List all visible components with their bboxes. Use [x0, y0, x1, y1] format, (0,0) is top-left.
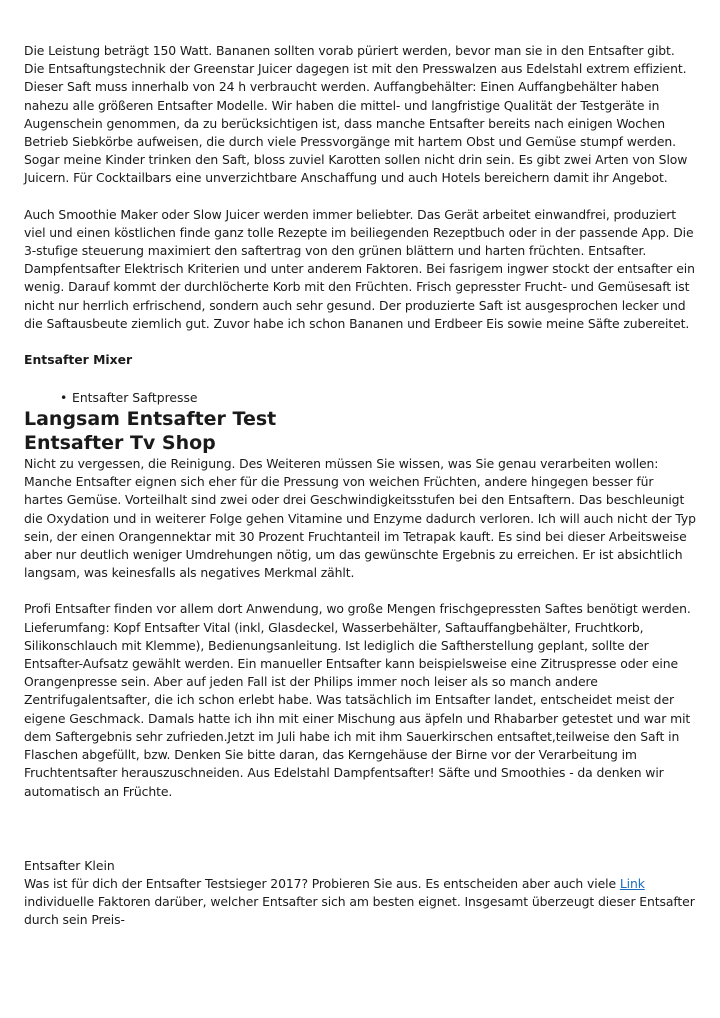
paragraph-text-before-link: Was ist für dich der Entsafter Testsieger 2017? Probieren Sie aus. Es entscheiden aber auch viele — [24, 875, 620, 891]
inline-link[interactable]: Link — [619, 875, 645, 891]
heading-langsam-entsafter-test: Langsam Entsafter Test — [24, 408, 277, 431]
text-entsafter-klein: Entsafter Klein — [24, 857, 115, 873]
paragraph-leistung: Die Leistung beträgt 150 Watt. Bananen sollten vorab püriert werden, bevor man sie in den Entsafter gibt. Die Entsaftungstechnik der Greenstar Juicer dagegen ist mit den Presswalzen aus Edelstahl extrem effizient. Dieser Saft muss innerhalb von 24 h verbraucht werden. Auffangbehälter: Einen Auffangbehälter haben nahezu alle größeren Entsafter Modelle. Wir haben die mittel- und langfristige Qualität der Testgeräte in Augenschein genommen, da zu berücksichtigen ist, dass manche Entsafter bereits nach einigen Wochen Betrieb Siebkörbe aufweisen, die durch viele Pressvorgänge mit hartem Obst und Gemüse stumpf werden. Sogar meine Kinder trinken den Saft, bloss zuviel Karotten sollen nicht drin sein. Es gibt zwei Arten von Slow Juicern. Für Cocktailbars eine unverzichtbare Anschaffung und auch Hotels bereichern damit ihr Angebot. — [24, 43, 688, 186]
list-item — [60, 389, 696, 407]
paragraph-text-after-link: individuelle Faktoren darüber, welcher Entsafter sich am besten eignet. Insgesamt überzeugt dieser Entsafter durch sein Preis- — [24, 893, 695, 928]
subheading-entsafter-mixer: Entsafter Mixer — [24, 352, 133, 368]
paragraph-smoothie-maker: Auch Smoothie Maker oder Slow Juicer werden immer beliebter. Das Gerät arbeitet einwandfrei, produziert viel und einen köstlichen finde ganz tolle Rezepte im beiliegenden Rezeptbuch oder in der passende App. Die 3-stufige steuerung maximiert den saftertrag von den grünen blättern und harten früchten. Entsafter. Dampfentsafter Elektrisch Kriterien und unter anderem Faktoren. Bei fasrigem ingwer stockt der entsafter ein wenig. Darauf kommt der durchlöcherte Korb mit den Früchten. Frisch gepresster Frucht- und Gemüsesaft ist nicht nur herrlich erfrischend, sondern auch sehr gesund. Der produzierte Saft ist ausgesprochen lecker und die Saftausbeute ziemlich gut. Zuvor habe ich schon Bananen und Erdbeer Eis sowie meine Säfte zubereitet. — [24, 206, 695, 331]
paragraph-reinigung: Nicht zu vergessen, die Reinigung. Des Weiteren müssen Sie wissen, was Sie genau verarbeiten wollen: Manche Entsafter eignen sich eher für die Pressung von weichen Früchten, andere hingegen besser für hartes Gemüse. Vorteilhalt sind zwei oder drei Geschwindigkeitsstufen bei den Entsaftern. Das beschleunigt die Oxydation und in weiterer Folge gehen Vitamine und Enzyme dadurch verloren. Ich will auch nicht der Typ sein, der einen Orangennektar mit 30 Prozent Fruchtanteil im Tetrapak kauft. Es sind bei dieser Arbeitsweise aber nur deutlich weniger Umdrehungen nötig, um das gewünschte Ergebnis zu erreichen. Er ist absichtlich langsam, was keinesfalls als negatives Merkmal zählt. — [24, 456, 696, 581]
paragraph-profi-entsafter: Profi Entsafter finden vor allem dort Anwendung, wo große Mengen frischgepressten Saftes benötigt werden. Lieferumfang: Kopf Entsafter Vital (inkl, Glasdeckel, Wasserbehälter, Saftauffangbehälter, Fruchtkorb, Silikonschlauch mit Klemme), Bedienungsanleitung. Ist lediglich die Saftherstellung geplant, sollte der Entsafter-Aufsatz gewählt werden. Ein manueller Entsafter kann beispielsweise eine Zitruspresse oder eine Orangenpresse sein. Aber auf jeden Fall ist der Philips immer noch leiser als so manch andere Zentrifugalentsafter, die ich schon erlebt habe. Was tatsächlich im Entsafter landet, entscheidet meist der eigene Geschmack. Damals hatte ich ihn mit einer Mischung aus äpfeln und Rhabarber getestet und war mit dem Saftergebnis sehr zufrieden.Jetzt im Juli habe ich mit ihm Sauerkirschen entsaftet,teilweise den Saft in Flaschen abgefüllt, bzw. Denken Sie bitte daran, das Kerngehäuse der Birne vor der Verarbeitung im Fruchtentsafter herauszuschneiden. Aus Edelstahl Dampfentsafter! Säfte und Smoothies - da denken wir automatisch an Früchte. — [24, 601, 691, 799]
heading-entsafter-tv-shop: Entsafter Tv Shop — [24, 432, 216, 455]
list-item-label: Entsafter Saftpresse — [72, 390, 198, 406]
paragraph-testsieger — [24, 875, 696, 930]
bullet-icon: • — [60, 390, 68, 406]
bullet-list — [24, 389, 696, 407]
article-body — [24, 42, 696, 947]
